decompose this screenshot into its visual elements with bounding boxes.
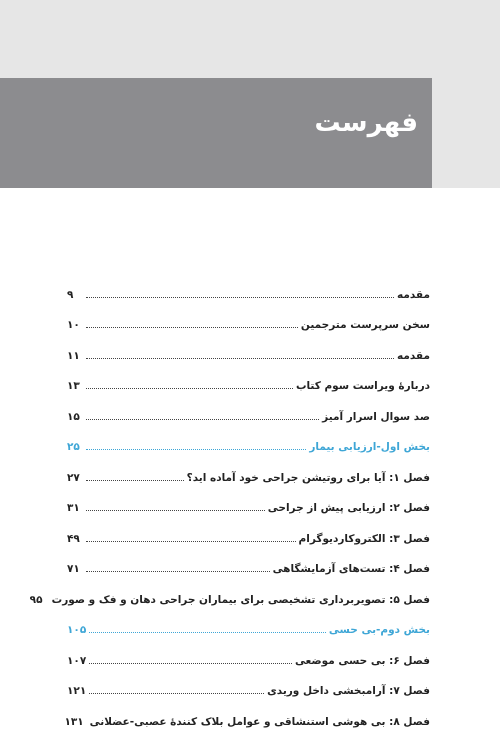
toc-entry[interactable] (67, 486, 430, 517)
toc-page-number: ۱۳ (67, 380, 80, 392)
page-title: فهرست (314, 108, 418, 138)
dot-leader (86, 358, 394, 359)
toc-entry[interactable] (67, 547, 430, 578)
toc-entry[interactable] (67, 638, 430, 669)
dot-leader (86, 541, 296, 542)
dot-leader (86, 510, 265, 511)
toc-page-number: ۱۳۱ (64, 715, 84, 728)
toc-entry[interactable] (67, 364, 430, 395)
toc-entry-title: فصل ۵: تصویربرداری تشخیصی برای بیماران جراحی دهان و فک و صورت (51, 593, 430, 606)
toc-entry-title: مقدمه (397, 288, 430, 301)
toc-entry[interactable] (67, 333, 430, 364)
toc-entry-title: مقدمه (397, 349, 430, 362)
toc-entry-title: فصل ۶: بی حسی موضعی (294, 654, 430, 667)
toc-entry-title: صد سوال اسرار آمیز (322, 410, 430, 423)
toc-page-number: ۳۱ (67, 502, 80, 514)
toc-entry-title: دربارهٔ ویراست سوم کتاب (295, 380, 430, 392)
dot-leader (89, 632, 326, 633)
top-margin-band (0, 0, 500, 78)
toc-entry[interactable] (29, 577, 430, 608)
toc-section-heading[interactable] (67, 425, 430, 456)
toc-page-number: ۱۰ (67, 319, 80, 331)
toc-entry-title: فصل ۳: الکتروکاردیوگرام (298, 532, 430, 545)
dot-leader (86, 388, 293, 389)
toc-entry-title: فصل ۲: ارزیابی پیش از جراحی (267, 502, 430, 514)
toc-entry-title: فصل ۸: بی هوشی استنشاقی و عوامل بلاک کنندهٔ عصبی-عضلانی (89, 715, 430, 728)
toc-entry[interactable] (67, 303, 430, 334)
table-of-contents (29, 272, 430, 730)
dot-leader (86, 480, 184, 481)
toc-entry-title: فصل ۱: آیا برای روتیشن جراحی خود آماده اید؟ (186, 471, 430, 484)
toc-entry-title: بخش دوم-بی حسی (328, 624, 430, 636)
dot-leader (89, 693, 264, 694)
toc-page-number: ۴۹ (67, 532, 80, 545)
toc-entry-title: فصل ۴: تست‌های آزمایشگاهی (272, 563, 430, 575)
toc-page-number: ۷۱ (67, 563, 80, 575)
toc-entry[interactable] (67, 669, 430, 700)
toc-entry[interactable] (67, 516, 430, 547)
toc-entry[interactable] (67, 455, 430, 486)
dot-leader (89, 663, 292, 664)
dot-leader (86, 449, 306, 450)
toc-entry-title: سخن سرپرست مترجمین (300, 319, 430, 331)
toc-section-heading[interactable] (67, 608, 430, 639)
toc-entry-title: بخش اول-ارزیابی بیمار (309, 441, 430, 453)
toc-page-number: ۱۰۵ (67, 624, 87, 636)
toc-page-number: ۲۷ (67, 471, 80, 484)
toc-page-number: ۱۵ (67, 410, 80, 423)
dot-leader (86, 297, 394, 298)
toc-page-number: ۱۰۷ (67, 654, 87, 667)
toc-page-number: ۹۵ (29, 593, 43, 606)
dot-leader (86, 327, 298, 328)
toc-entry[interactable] (64, 699, 430, 730)
dot-leader (86, 571, 270, 572)
toc-entry-title: فصل ۷: آرامبخشی داخل وریدی (267, 685, 430, 697)
toc-page-number: ۹ (67, 288, 74, 301)
toc-page-number: ۱۱ (67, 349, 80, 362)
dot-leader (86, 419, 319, 420)
toc-entry[interactable] (67, 394, 430, 425)
title-banner-side (432, 78, 500, 188)
toc-page-number: ۱۲۱ (67, 685, 87, 697)
toc-entry[interactable] (67, 272, 430, 303)
toc-page-number: ۲۵ (67, 441, 80, 453)
